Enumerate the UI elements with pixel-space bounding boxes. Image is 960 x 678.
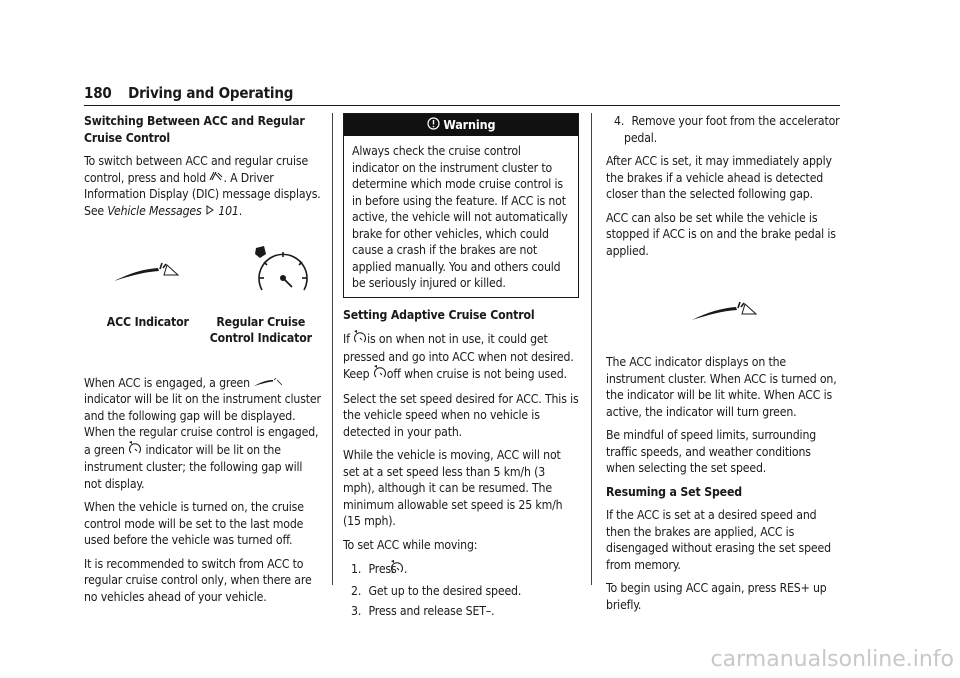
- paragraph-switch-instructions: To switch between ACC and regular cruise control, press and hold . A Driver Information Display (DIC) message displays. See Vehicle Messages 101.: [84, 154, 321, 218]
- acc-indicator-inline-icon: [253, 375, 283, 392]
- warning-box: [343, 113, 579, 298]
- column-divider-2: [591, 113, 592, 585]
- warning-icon: [427, 115, 440, 137]
- indicator-figure-labels: [84, 314, 322, 347]
- heading-switching: Switching Between ACC and Regular Cruise Control: [84, 114, 305, 145]
- text-off-when: off when cruise is not being used.: [386, 366, 567, 381]
- cruise-button-icon: [373, 365, 387, 384]
- paragraph-recommendation: It is recommended to switch from ACC to regular cruise control only, when there are no vehicles ahead of your vehicle.: [84, 556, 312, 604]
- regular-cruise-indicator-label: Regular Cruise Control Indicator: [209, 314, 312, 345]
- column-3: [606, 113, 842, 620]
- acc-indicator-icon: [690, 298, 758, 324]
- step-number: 2.: [351, 583, 362, 598]
- cruise-indicator-inline-icon: [128, 441, 142, 460]
- step-number: 4.: [614, 114, 625, 128]
- step-number: 1.: [351, 561, 362, 576]
- text-engaged-b: indicator will be lit on the instrument cluster and the following gap will be displayed. When the regular cruise control is engaged, a green: [84, 392, 321, 457]
- paragraph-resume: To begin using ACC again, press RES+ up briefly.: [606, 581, 827, 612]
- vehicle-messages-link[interactable]: Vehicle Messages: [107, 203, 202, 218]
- acc-indicator-icon: [112, 259, 180, 285]
- step-text: Press and release SET–.: [368, 604, 495, 618]
- column-2: [343, 113, 579, 627]
- heading-setting-acc: Setting Adaptive Cruise Control: [343, 307, 535, 322]
- heading-resuming: Resuming a Set Speed: [606, 484, 742, 499]
- paragraph-disengaged: If the ACC is set at a desired speed and then the brakes are applied, ACC is disengaged without erasing the set speed from memory.: [606, 508, 831, 572]
- list-item: [606, 113, 842, 146]
- acc-indicator-label: ACC Indicator: [106, 314, 189, 329]
- column-divider-1: [332, 113, 333, 585]
- text-engaged-c: indicator will be lit on the instrument cluster; the following gap will not display.: [84, 442, 303, 491]
- page-number: 180: [84, 84, 112, 102]
- paragraph-indicator-colors: The ACC indicator displays on the instrument cluster. When ACC is turned on, the indicator will be lit white. When ACC is active, the indicator will turn green.: [606, 355, 837, 419]
- paragraph-keep-off: [343, 330, 579, 384]
- paragraph-stopped: ACC can also be set while the vehicle is stopped if ACC is on and the brake pedal is applied.: [606, 210, 836, 258]
- column-1: [84, 113, 322, 612]
- acc-indicator-figure: [606, 266, 842, 324]
- header-text: [84, 84, 293, 102]
- step-number: 3.: [351, 604, 362, 618]
- paragraph-last-mode: When the vehicle is turned on, the cruise control mode will be set to the last mode used before the vehicle was turned off.: [84, 500, 304, 548]
- paragraph-mindful: Be mindful of speed limits, surrounding traffic speeds, and weather conditions when selecting the set speed.: [606, 428, 817, 475]
- paragraph-set-speed: Select the set speed desired for ACC. This is the vehicle speed when no vehicle is detected in your path.: [343, 391, 579, 439]
- text-engaged-a: When ACC is engaged, a green: [84, 375, 250, 390]
- warning-header: [344, 114, 578, 136]
- steps-list-continued: [606, 113, 842, 146]
- paragraph-minimum-speed: While the vehicle is moving, ACC will not set at a set speed less than 5 km/h (3 mph), although it can be resumed. The minimum allowable set speed is 25 km/h (15 mph).: [343, 448, 563, 528]
- paragraph-to-set: To set ACC while moving:: [343, 537, 478, 552]
- regular-cruise-indicator-icon: [252, 246, 314, 298]
- step-text: Get up to the desired speed.: [368, 583, 522, 598]
- vehicle-messages-page: 101: [218, 203, 239, 218]
- page-reference-icon: [205, 203, 215, 220]
- header-rule: [84, 105, 840, 106]
- text-if: If: [343, 331, 350, 346]
- step-text: Press: [368, 561, 397, 576]
- acc-mode-button-icon: [209, 170, 223, 187]
- watermark: carmanualsonline.info: [710, 647, 954, 672]
- section-title: Driving and Operating: [128, 84, 294, 102]
- cruise-button-icon: [353, 330, 367, 349]
- steps-list: [343, 560, 579, 620]
- indicator-figures: [84, 246, 322, 298]
- text-switch-a: To switch between ACC and regular cruise control, press and hold: [84, 154, 309, 185]
- step-text: Remove your foot from the accelerator pedal.: [624, 114, 840, 145]
- list-item: [343, 583, 579, 600]
- warning-body: Always check the cruise control indicator on the instrument cluster to determine which mode cruise control is in before using the feature. If ACC is not active, the vehicle will not automatically brake for other vehicles, which could cause a crash if the brakes are not applied manually. You and others could be seriously injured or killed.: [352, 144, 568, 290]
- paragraph-acc-engaged: [84, 375, 322, 493]
- warning-title: Warning: [443, 117, 496, 132]
- text-switch-b: . A Driver Information Display (DIC) message displays. See: [84, 170, 321, 218]
- paragraph-after-set: After ACC is set, it may immediately apply the brakes if a vehicle ahead is detected closer than the selected following gap.: [606, 154, 832, 201]
- text-is-on: is on when not in use, it could get pressed and go into ACC when not desired. Keep: [343, 331, 574, 381]
- list-item: 1. Press .: [343, 560, 579, 579]
- list-item: [343, 603, 579, 620]
- page-header: [84, 80, 840, 106]
